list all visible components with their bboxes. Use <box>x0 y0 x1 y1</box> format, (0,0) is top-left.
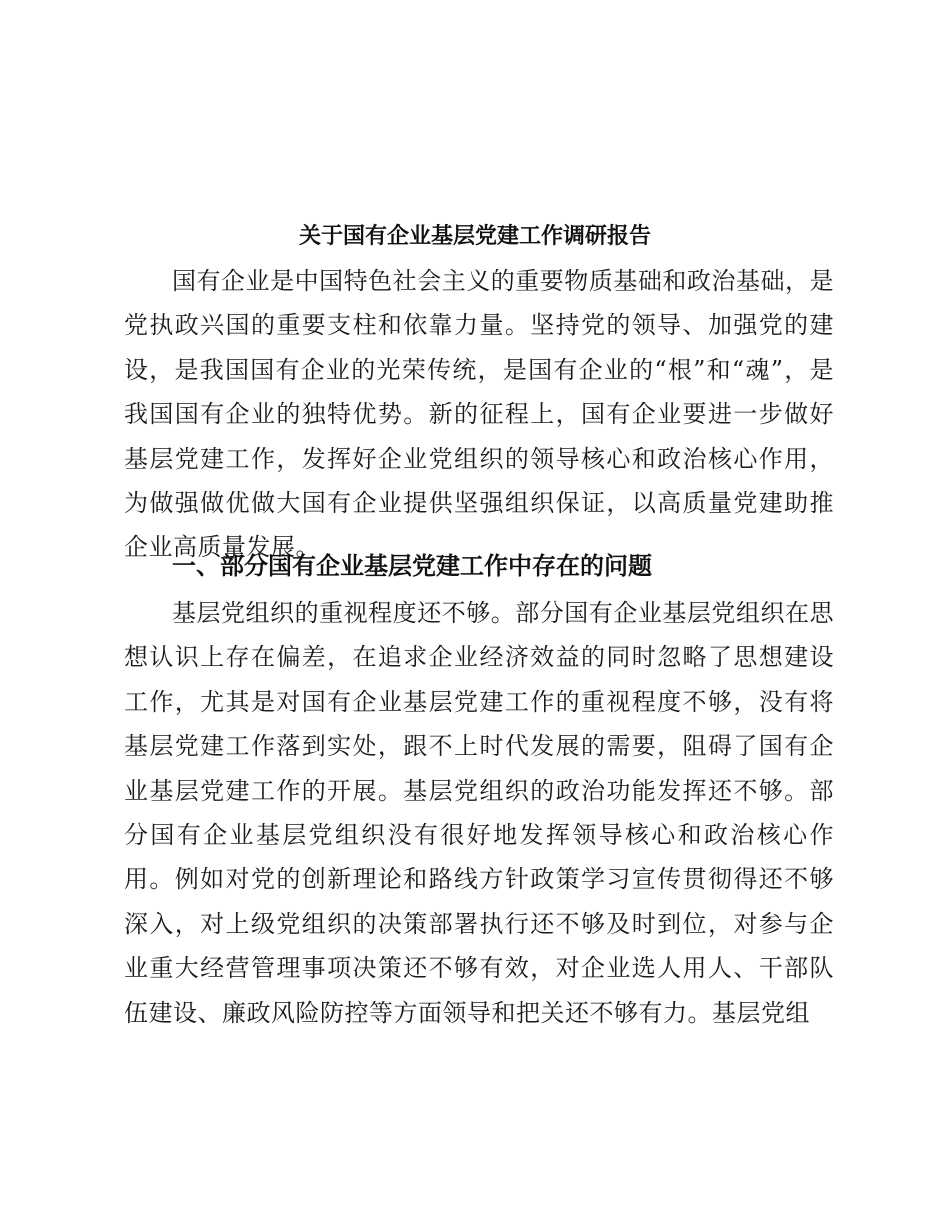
section-heading-1: 一、部分国有企业基层党建工作中存在的问题 <box>172 552 652 580</box>
paragraph-problems: 基层党组织的重视程度还不够。部分国有企业基层党组织在思想认识上存在偏差，在追求企业经济效益的同时忽略了思想建设工作，尤其是对国有企业基层党建工作的重视程度不够，没有将基层党建工作落到实处，跟不上时代发展的需要，阻碍了国有企业基层党建工作的开展。基层党组织的政治功能发挥还不够。部分国有企业基层党组织没有很好地发挥领导核心和政治核心作用。例如对党的创新理论和路线方针政策学习宣传贯彻得还不够深入，对上级党组织的决策部署执行还不够及时到位，对参与企业重大经营管理事项决策还不够有效，对企业选人用人、干部队伍建设、廉政风险防控等方面领导和把关还不够有力。基层党组 <box>124 599 834 1027</box>
document-title: 关于国有企业基层党建工作调研报告 <box>298 223 651 249</box>
paragraph-intro: 国有企业是中国特色社会主义的重要物质基础和政治基础，是党执政兴国的重要支柱和依靠力量。坚持党的领导、加强党的建设，是我国国有企业的光荣传统，是国有企业的“根”和“魂”，是我国国有企业的独特优势。新的征程上，国有企业要进一步做好基层党建工作，发挥好企业党组织的领导核心和政治核心作用，为做强做优做大国有企业提供坚强组织保证，以高质量党建助推企业高质量发展。 <box>124 267 834 562</box>
